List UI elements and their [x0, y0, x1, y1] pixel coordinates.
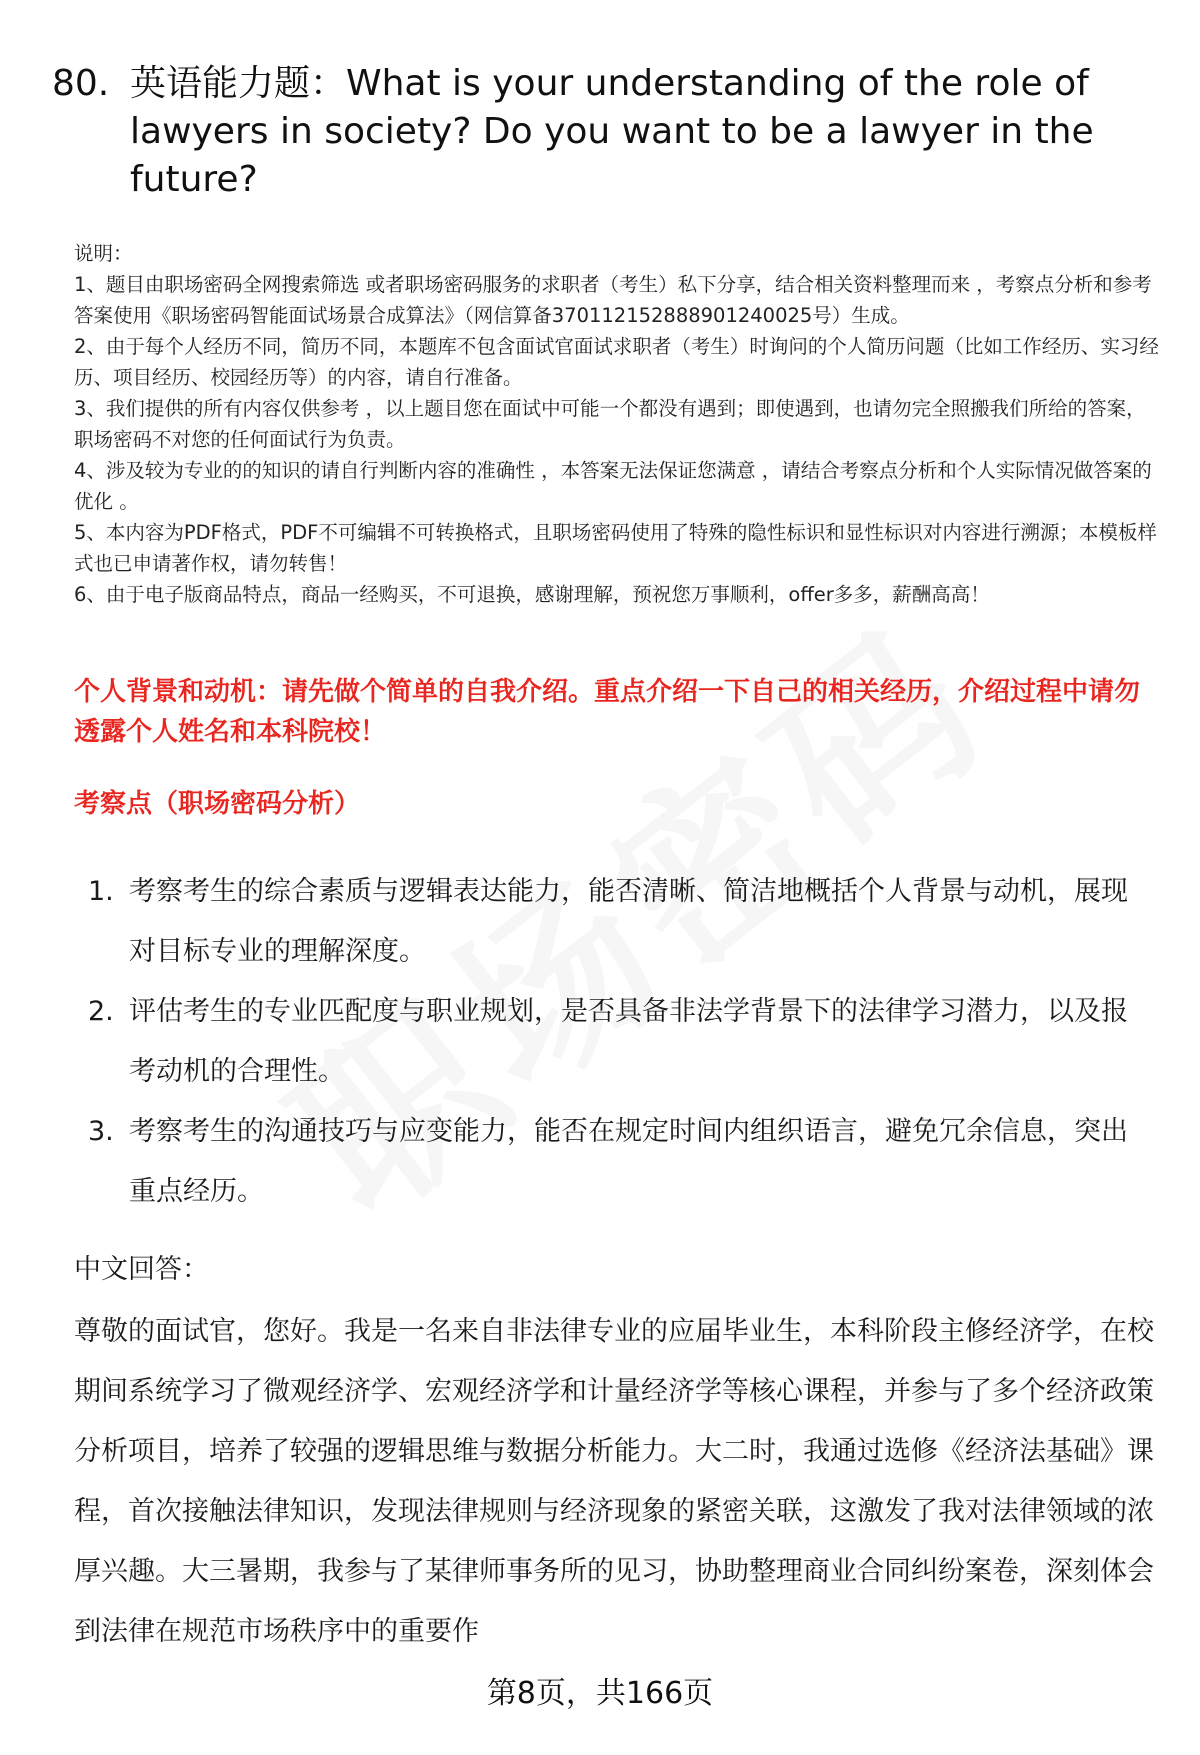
question-number: 80.: [52, 63, 110, 104]
notes-block: [74, 238, 1164, 610]
notes-heading: 说明：: [74, 242, 133, 265]
list-item-text: 考察考生的沟通技巧与应变能力，能否在规定时间内组织语言，避免冗余信息，突出重点经历。: [129, 1116, 1128, 1207]
section-title: 个人背景和动机：请先做个简单的自我介绍。重点介绍一下自己的相关经历，介绍过程中请勿透露个人姓名和本科院校！: [74, 677, 1141, 747]
list-item: [74, 862, 1134, 982]
note-item: 4、涉及较为专业的的知识的请自行判断内容的准确性 ，本答案无法保证您满意 ，请结合考察点分析和个人实际情况做答案的优化 。: [74, 459, 1152, 513]
question-title: [52, 60, 1112, 204]
question-text: 英语能力题：What is your understanding of the role of lawyers in society? Do you want to be a lawyer in the future?: [130, 63, 1094, 200]
list-item-text: 考察考生的综合素质与逻辑表达能力，能否清晰、简洁地概括个人背景与动机，展现对目标专业的理解深度。: [129, 876, 1128, 967]
list-item-text: 评估考生的专业匹配度与职业规划，是否具备非法学背景下的法律学习潜力，以及报考动机的合理性。: [129, 996, 1128, 1087]
note-item: 2、由于每个人经历不同，简历不同，本题库不包含面试官面试求职者（考生）时询问的个人简历问题（比如工作经历、实习经历、项目经历、校园经历等）的内容，请自行准备。: [74, 335, 1159, 389]
answer-label: 中文回答：: [74, 1254, 209, 1285]
analysis-points: [74, 862, 1134, 1222]
list-item-number: 1.: [88, 876, 114, 907]
list-item: [74, 1102, 1134, 1222]
note-item: 1、题目由职场密码全网搜索筛选 或者职场密码服务的求职者（考生）私下分享，结合相关资料整理而来 ，考察点分析和参考答案使用《职场密码智能面试场景合成算法》（网信算备370112152888901240025号）生成。: [74, 273, 1152, 327]
section-subtitle: 考察点（职场密码分析）: [74, 789, 361, 819]
list-item-number: 2.: [88, 996, 114, 1027]
note-item: 3、我们提供的所有内容仅供参考 ，以上题目您在面试中可能一个都没有遇到；即使遇到，也请勿完全照搬我们所给的答案，职场密码不对您的任何面试行为负责。: [74, 397, 1146, 451]
list-item: [74, 982, 1134, 1102]
note-item: 5、本内容为PDF格式，PDF不可编辑不可转换格式，且职场密码使用了特殊的隐性标识和显性标识对内容进行溯源；本模板样式也已申请著作权，请勿转售！: [74, 521, 1157, 575]
page-number: 第8页，共166页: [486, 1676, 714, 1711]
list-item-number: 3.: [88, 1116, 114, 1147]
note-item: 6、由于电子版商品特点，商品一经购买，不可退换，感谢理解，预祝您万事顺利，offer多多，薪酬高高！: [74, 583, 990, 606]
answer-text: 尊敬的面试官，您好。我是一名来自非法律专业的应届毕业生，本科阶段主修经济学，在校期间系统学习了微观经济学、宏观经济学和计量经济学等核心课程，并参与了多个经济政策分析项目，培养了较强的逻辑思维与数据分析能力。大二时，我通过选修《经济法基础》课程，首次接触法律知识，发现法律规则与经济现象的紧密关联，这激发了我对法律领域的浓厚兴趣。大三暑期，我参与了某律师事务所的见习，协助整理商业合同纠纷案卷，深刻体会到法律在规范市场秩序中的重要作: [74, 1316, 1154, 1647]
